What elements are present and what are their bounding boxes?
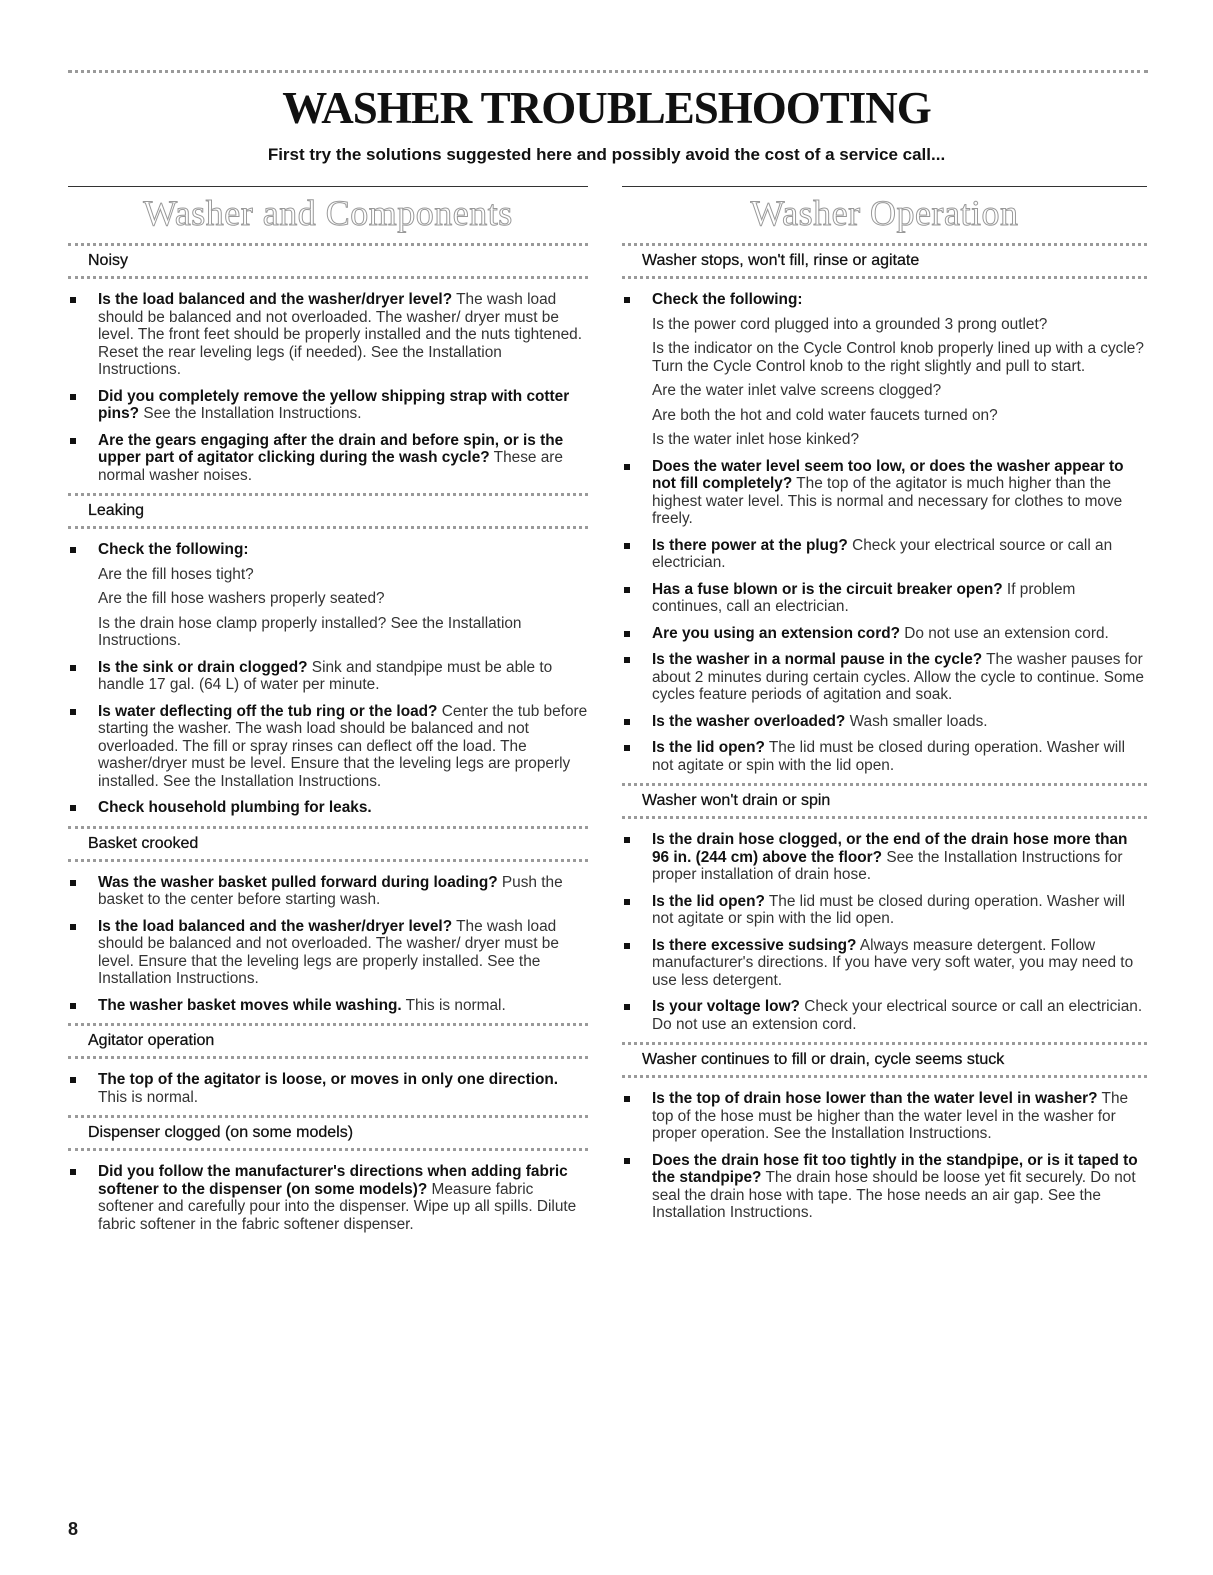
item-answer: If problem continues, call an electrician.	[652, 580, 1076, 615]
item-check: Is the power cord plugged into a grounded 3 prong outlet?	[652, 315, 1048, 333]
column-divider	[68, 186, 588, 187]
list-item	[68, 918, 588, 988]
item-question: Is the load balanced and the washer/dryer level?	[98, 291, 453, 308]
item-question: Was the washer basket pulled forward during loading?	[98, 873, 498, 891]
bullet-icon	[70, 924, 76, 930]
right-column	[622, 186, 1147, 1231]
list-item	[68, 659, 588, 694]
troubleshooting-section	[622, 783, 1147, 1033]
item-question: Is the lid open?	[652, 892, 765, 910]
bullet-icon	[70, 394, 76, 400]
item-question: Is the washer overloaded?	[652, 712, 846, 730]
item-answer: See the Installation Instructions for proper installation of drain hose.	[652, 848, 1123, 883]
item-answer: The washer pauses for about 2 minutes during certain cycles. Allow the cycle to continue. Some cycles feature periods of agitation and soak.	[652, 651, 1144, 703]
troubleshooting-section	[68, 493, 588, 817]
bullet-icon	[624, 745, 630, 751]
troubleshooting-section	[68, 826, 588, 1015]
item-check: Is the water inlet hose kinked?	[652, 431, 860, 448]
column-heading: Washer Operation	[750, 193, 1019, 233]
item-answer: Check your electrical source or call an electrician.	[652, 536, 1113, 571]
list-item	[622, 651, 1147, 704]
item-question: Has a fuse blown or is the circuit breaker open?	[652, 580, 1003, 598]
item-question: Is the washer in a normal pause in the cycle?	[652, 651, 983, 668]
bullet-icon	[624, 1158, 630, 1164]
page-subtitle: First try the solutions suggested here and possibly avoid the cost of a service call...	[267, 145, 946, 164]
item-answer: Always measure detergent. Follow manufacturer's directions. If you have very soft water, you may need to use less detergent.	[652, 936, 1134, 989]
troubleshooting-section	[622, 1042, 1147, 1222]
bullet-icon	[624, 1004, 630, 1010]
item-question: Is the drain hose clogged, or the end of the drain hose more than 96 in. (244 cm) above the floor?	[652, 831, 1128, 866]
section-list	[622, 243, 1147, 1222]
list-item	[68, 388, 588, 423]
item-answer: Do not use an extension cord.	[900, 624, 1109, 642]
list-item	[622, 291, 1147, 449]
item-question: Is your voltage low?	[652, 998, 800, 1015]
item-list	[622, 1090, 1147, 1222]
item-check: Are both the hot and cold water faucets turned on?	[652, 406, 998, 424]
list-item	[68, 541, 588, 650]
bullet-icon	[70, 1003, 76, 1009]
bullet-icon	[70, 805, 76, 811]
section-heading: Washer stops, won't fill, rinse or agitate	[622, 243, 1147, 279]
item-answer: The wash load should be balanced and not overloaded. The washer/ dryer must be level. The front feet should be properly installed and the nuts tightened. Reset the rear leveling legs (if needed). See the Installation Instructions.	[98, 291, 582, 378]
bullet-icon	[70, 1077, 76, 1083]
bullet-icon	[624, 719, 630, 725]
list-item	[68, 703, 588, 791]
troubleshooting-section	[68, 1023, 588, 1106]
item-check: Are the fill hose washers properly seated?	[98, 590, 385, 607]
bullet-icon	[70, 547, 76, 553]
section-heading: Washer won't drain or spin	[622, 783, 1147, 819]
item-question: Did you follow the manufacturer's directions when adding fabric softener to the dispenser (on some models)?	[98, 1163, 568, 1198]
list-item	[622, 831, 1147, 884]
bullet-icon	[70, 709, 76, 715]
item-question: Check household plumbing for leaks.	[98, 799, 372, 816]
list-item	[68, 997, 588, 1015]
list-item	[622, 998, 1147, 1033]
item-answer: Center the tub before starting the washer. The wash load should be balanced and not overloaded. The fill or spray rinses can deflect off the load. The washer/dryer must be level. Ensure that the leveling legs are properly installed. See the Installation Instructions.	[98, 702, 588, 790]
item-question: Are the gears engaging after the drain and before spin, or is the upper part of agitator clicking during the wash cycle?	[98, 431, 564, 466]
item-question: Check the following:	[652, 291, 803, 308]
item-list	[622, 831, 1147, 1033]
list-item	[622, 937, 1147, 990]
section-heading: Noisy	[68, 243, 588, 279]
item-question: Did you completely remove the yellow shipping strap with cotter pins?	[98, 387, 570, 422]
item-answer: The top of the agitator is much higher than the highest water level. This is normal and necessary for clothes to move freely.	[652, 475, 1123, 527]
column-heading: Washer and Components	[143, 193, 513, 233]
page-number: 8	[68, 1519, 79, 1539]
item-question: Does the drain hose fit too tightly in the standpipe, or is it taped to the standpipe?	[652, 1151, 1138, 1186]
item-answer: The top of the hose must be higher than the water level in the washer for proper operation. See the Installation Instructions.	[652, 1090, 1129, 1142]
item-answer: The wash load should be balanced and not overloaded. The washer/ dryer must be level. Ensure that the leveling legs are properly installed. See the Installation Instructions.	[98, 917, 559, 987]
item-answer: Measure fabric softener and carefully pour into the dispenser. Wipe up all spills. Dilute fabric softener in the fabric softener dispenser.	[98, 1180, 577, 1233]
item-answer: This is normal.	[401, 996, 506, 1014]
item-check: Is the drain hose clamp properly installed? See the Installation Instructions.	[98, 614, 522, 649]
item-list	[68, 1163, 588, 1233]
bullet-icon	[70, 438, 76, 444]
item-list	[68, 291, 588, 484]
bullet-icon	[70, 880, 76, 886]
top-divider	[68, 70, 1148, 73]
item-question: Check the following:	[98, 541, 249, 558]
troubleshooting-section	[68, 243, 588, 484]
left-column	[68, 186, 588, 1242]
section-heading: Leaking	[68, 493, 588, 529]
item-answer: These are normal washer noises.	[98, 449, 563, 484]
list-item	[622, 739, 1147, 774]
page-title: WASHER TROUBLESHOOTING	[282, 83, 931, 133]
item-question: Is the top of drain hose lower than the water level in washer?	[652, 1090, 1098, 1107]
item-question: Are you using an extension cord?	[652, 624, 901, 642]
bullet-icon	[70, 297, 76, 303]
list-item	[68, 291, 588, 379]
list-item	[68, 874, 588, 909]
section-heading: Agitator operation	[68, 1023, 588, 1059]
item-question: The washer basket moves while washing.	[98, 996, 402, 1014]
bullet-icon	[624, 943, 630, 949]
list-item	[622, 625, 1147, 643]
item-question: Is there excessive sudsing?	[652, 936, 857, 954]
item-list	[68, 1071, 588, 1106]
list-item	[622, 893, 1147, 928]
list-item	[68, 432, 588, 485]
bullet-icon	[624, 631, 630, 637]
list-item	[68, 799, 588, 817]
item-question: Is water deflecting off the tub ring or the load?	[98, 702, 438, 720]
item-answer: Check your electrical source or call an electrician. Do not use an extension cord.	[652, 998, 1143, 1033]
item-question: Is the lid open?	[652, 739, 765, 756]
section-heading: Basket crooked	[68, 826, 588, 862]
item-question: Is there power at the plug?	[652, 536, 848, 554]
item-question: The top of the agitator is loose, or moves in only one direction.	[98, 1071, 559, 1088]
item-check: Are the fill hoses tight?	[98, 565, 254, 583]
list-item	[68, 1163, 588, 1233]
bullet-icon	[70, 665, 76, 671]
list-item	[622, 713, 1147, 731]
list-item	[622, 581, 1147, 616]
item-question: Does the water level seem too low, or does the washer appear to not fill completely?	[652, 457, 1124, 492]
column-divider	[622, 186, 1147, 187]
item-answer: Sink and standpipe must be able to handle 17 gal. (64 L) of water per minute.	[98, 658, 553, 693]
bullet-icon	[624, 1096, 630, 1102]
item-list	[68, 874, 588, 1015]
item-answer: Push the basket to the center before starting wash.	[98, 873, 563, 908]
bullet-icon	[624, 657, 630, 663]
bullet-icon	[624, 587, 630, 593]
list-item	[622, 1152, 1147, 1222]
item-answer: The lid must be closed during operation. Washer will not agitate or spin with the lid open.	[652, 892, 1126, 927]
list-item	[622, 537, 1147, 572]
section-heading: Dispenser clogged (on some models)	[68, 1115, 588, 1151]
item-check: Are the water inlet valve screens clogged?	[652, 382, 942, 399]
item-list	[68, 541, 588, 817]
bullet-icon	[70, 1169, 76, 1175]
list-item	[68, 1071, 588, 1106]
item-answer: The lid must be closed during operation. Washer will not agitate or spin with the lid open.	[652, 739, 1126, 774]
section-heading: Washer continues to fill or drain, cycle seems stuck	[622, 1042, 1147, 1078]
item-list	[622, 291, 1147, 774]
item-answer: See the Installation Instructions.	[139, 405, 362, 422]
item-check: Is the indicator on the Cycle Control knob properly lined up with a cycle? Turn the Cycle Control knob to the right slightly and pull to start.	[652, 340, 1144, 375]
item-answer: The drain hose should be loose yet fit securely. Do not seal the drain hose with tape. The hose needs an air gap. See the Installation Instructions.	[652, 1169, 1136, 1221]
item-question: Is the load balanced and the washer/dryer level?	[98, 917, 453, 935]
list-item	[622, 458, 1147, 528]
bullet-icon	[624, 297, 630, 303]
item-answer: Wash smaller loads.	[845, 712, 988, 730]
section-list	[68, 243, 588, 1233]
bullet-icon	[624, 543, 630, 549]
troubleshooting-section	[622, 243, 1147, 774]
troubleshooting-section	[68, 1115, 588, 1233]
list-item	[622, 1090, 1147, 1143]
item-question: Is the sink or drain clogged?	[98, 658, 308, 676]
bullet-icon	[624, 899, 630, 905]
bullet-icon	[624, 464, 630, 470]
item-answer: This is normal.	[98, 1088, 199, 1106]
bullet-icon	[624, 837, 630, 843]
